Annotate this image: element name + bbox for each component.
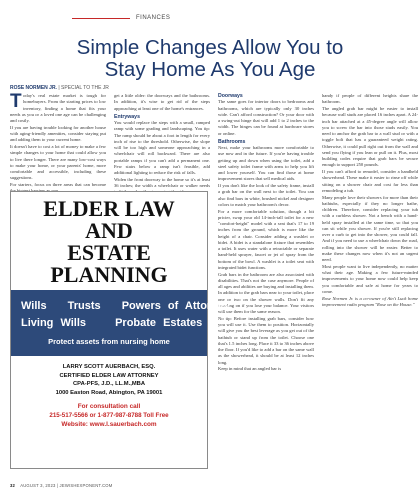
subhead-bathrooms: Bathrooms bbox=[218, 138, 246, 145]
headline-line-2: Stay Home As You Age bbox=[104, 58, 316, 81]
article-paragraph: Keep in mind that an angled bar is bbox=[218, 366, 282, 372]
article-paragraph: Most people want to live independently, no matter what their age. Making a few future-minded improvements to your home now could help keep you comfortable and safe at home for years to come. bbox=[322, 263, 418, 294]
article-paragraph: The angled grab bar might be easier to install because wall studs are placed 16 inches apart. A 24-inch bar attached at a 45-degree angle will allow you to screw the bar into those studs easily. You need to anchor the grab bar to a wall stud or with a toggle bolt that has a guaranteed weight rating. Otherwise, it could pull right out from the wall and send you flying if you lean or pull on it. Plus, most building codes require that grab bars be secure enough to support 250 pounds. bbox=[322, 106, 418, 168]
ad-services-row-1 bbox=[21, 300, 230, 312]
byline bbox=[10, 85, 109, 93]
ad-consultation-block bbox=[11, 402, 207, 429]
article-paragraph: get a little older: the doorways and the bathrooms. In addition, it's wise to get rid of the steps approaching at least one of the home's entrances. bbox=[114, 93, 210, 111]
article-paragraph: If you don't like the look of the safety frame, install a grab bar on the wall next to the toilet. You can also find bars in white, brushed nickel and designer colors to match your bathroom's decor. bbox=[218, 183, 314, 207]
article-paragraph: You would replace the steps with a small, ramped ramp with some grading and landscaping. You tip: The ramp should be about a foot in length for every inch of rise to the threshold. Otherwise, the slope will be too high and someone approaching in a wheelchair will roll backward. There are also portable ramps if you can't add a permanent one. Few stairs below a ramp isn't feasible, add additional lighting to reduce the risk of falls. bbox=[114, 120, 210, 175]
article-paragraph: Many people love their showers for more than their bathtubs, especially if they no longer bathe, children. Therefore, consider replacing your tub with a curbless shower. Not a bench with a hand-held spray installed at the same time, so that you can sit while you shower. If you're still replacing over a curb to get into the shower, you could fall. And if you need to use a wheelchair down the road, rolling into the shower will be easier. Better to make these changes now when it's not an urgent need. bbox=[322, 194, 418, 262]
ad-phone-numbers: 215-517-5566 or 1-877-987-8788 Toll Free bbox=[49, 412, 169, 419]
article-text: oday's real estate market is tough for homebuyers. From the starting prices to low inventory, finding a home that fits your needs as you or a loved one age can be challenging and costly. bbox=[10, 93, 106, 123]
article-paragraph: For a more comfortable solution, though a bit pricier, swap your old 14-inch-tall toilet for a new "comfort-height" model with a seat that's 17 to 19 inches from the ground, which is more like the height of a chair. Consider adding a washlet or bidet. A bidet is a standalone fixture that resembles a toilet. It uses water with a retractable or separate hand-held sprayer, faucet or jet of spray from the bottom of the bowl. A washlet is a toilet seat with integrated bidet functions. bbox=[218, 208, 314, 270]
article-paragraph: If you are having trouble looking for another house with aging-friendly amenities, consider staying put and adding them to your current home. bbox=[10, 124, 106, 143]
article-paragraph: The same goes for interior doors to bedrooms and bathrooms, which are typically only 30 inches wide. Can't afford construction? Or your door with a swing-out hinge that will add 1 to 2 inches to the width. The hinges can be found at hardware stores or online. bbox=[218, 99, 314, 136]
article-paragraph: For starters, focus on three areas that can become bbox=[10, 182, 106, 187]
article-paragraph: No tip: Before installing grab bars, consider how you will use it. Use them to position. Horizontally will give you the best leverage as you get out of the bathtub or stand up from the toilet. Choose one that's 1.5 inches long. Place it 33 to 36 inches above the floor. If you'd like to add a bar on the same wall as the showerhead, it should be at least 12 inches long. bbox=[218, 315, 314, 365]
ad-consult-label: For consultation call bbox=[77, 403, 141, 410]
article-column-3 bbox=[218, 93, 314, 373]
ad-service: Powers of Attorney bbox=[121, 300, 231, 312]
article-paragraph: handy if people of different heights share the bathroom. bbox=[322, 93, 418, 105]
ad-credentials: CPA-PFS, J.D., LL.M.,MBA bbox=[72, 381, 146, 387]
author-credit: Rose Normen Jr. is a co-owner of Ain't Luck home improvement radio program "Rose on the House." bbox=[322, 295, 418, 307]
article-paragraph bbox=[10, 93, 106, 124]
footer-text: AUGUST 3, 2023 | JEWISHEXPONENT.COM bbox=[20, 483, 113, 488]
section-label: FINANCES bbox=[136, 15, 171, 21]
ad-title-line-3: ESTATE PLANNING bbox=[50, 240, 168, 287]
article-column-2 bbox=[114, 93, 210, 196]
ad-tagline: Protect assets from nursing home bbox=[48, 337, 170, 346]
byline-role: | SPECIAL TO THE JR bbox=[58, 85, 109, 91]
ad-service: Probate Estates bbox=[115, 317, 203, 329]
ad-service: Trusts bbox=[67, 300, 101, 312]
article-column-1 bbox=[10, 93, 106, 195]
ad-address: 1000 Easton Road, Abington, PA 19001 bbox=[55, 389, 163, 396]
headline bbox=[0, 37, 420, 81]
ad-services-band bbox=[11, 290, 231, 356]
elder-law-advertisement bbox=[10, 191, 231, 469]
ad-service: Living Wills bbox=[21, 317, 87, 329]
byline-author: ROSE NORMEN JR. bbox=[10, 85, 57, 91]
ad-certification: CERTIFIED ELDER LAW ATTORNEY bbox=[59, 372, 159, 379]
subhead-entryways: Entryways bbox=[114, 113, 140, 120]
ad-title-line-1: ELDER LAW bbox=[43, 196, 175, 221]
article-paragraph: Widen the front doorway to the home so it's at least 36 inches; the width a wheelchair or walker needs bbox=[114, 176, 210, 188]
ad-service: Wills bbox=[21, 300, 47, 312]
article-column-4 bbox=[322, 93, 418, 309]
ad-services-row-2 bbox=[21, 317, 202, 329]
page-footer bbox=[10, 483, 112, 488]
drop-cap: T bbox=[10, 91, 22, 112]
headline-line-1: Simple Changes Allow You to bbox=[76, 36, 344, 59]
subhead-doorways: Doorways bbox=[218, 93, 243, 99]
page-number: 32 bbox=[10, 483, 16, 488]
section-tag bbox=[72, 12, 170, 24]
ad-website: Website: www.l.sauerbach.com bbox=[61, 421, 157, 428]
ad-attorney-name: LARRY SCOTT AUERBACH, ESQ. bbox=[62, 364, 156, 370]
ad-title-line-2: AND bbox=[85, 218, 133, 243]
article-paragraph: It doesn't have to cost a lot of money to make a few simple changes to your home that could allow you to live there longer. There are many low-cost ways to make your home, or your parents' home, more comfortable and accessible, including these suggestions. bbox=[10, 144, 106, 181]
section-rule bbox=[72, 18, 130, 19]
ad-title bbox=[11, 198, 207, 286]
article-paragraph: If you can't afford to remodel, consider a handheld showerhead. These make it easier to rinse off while sitting on a shower chair and cost far less than remodeling a tub. bbox=[322, 169, 418, 193]
ad-contact-block bbox=[11, 363, 207, 397]
article-paragraph: Next, make your bathrooms more comfortable to use now and in the future. If you're having trouble getting up and down when using the toilet, add a steel safety toilet frame with arms to help you lift and lower yourself. You can find those at home improvement stores that sell medical aids. bbox=[218, 145, 314, 182]
article-paragraph: Grab bars in the bathroom are also associated with disabilities. That's not the case anymore. People of all ages and abilities are buying and installing them. In addition to the grab bars near to your toilet, place one or two on the shower walls. Don't fit any toweling on if you lose your balance. Your visitors will use them for the same reason. bbox=[218, 271, 314, 314]
